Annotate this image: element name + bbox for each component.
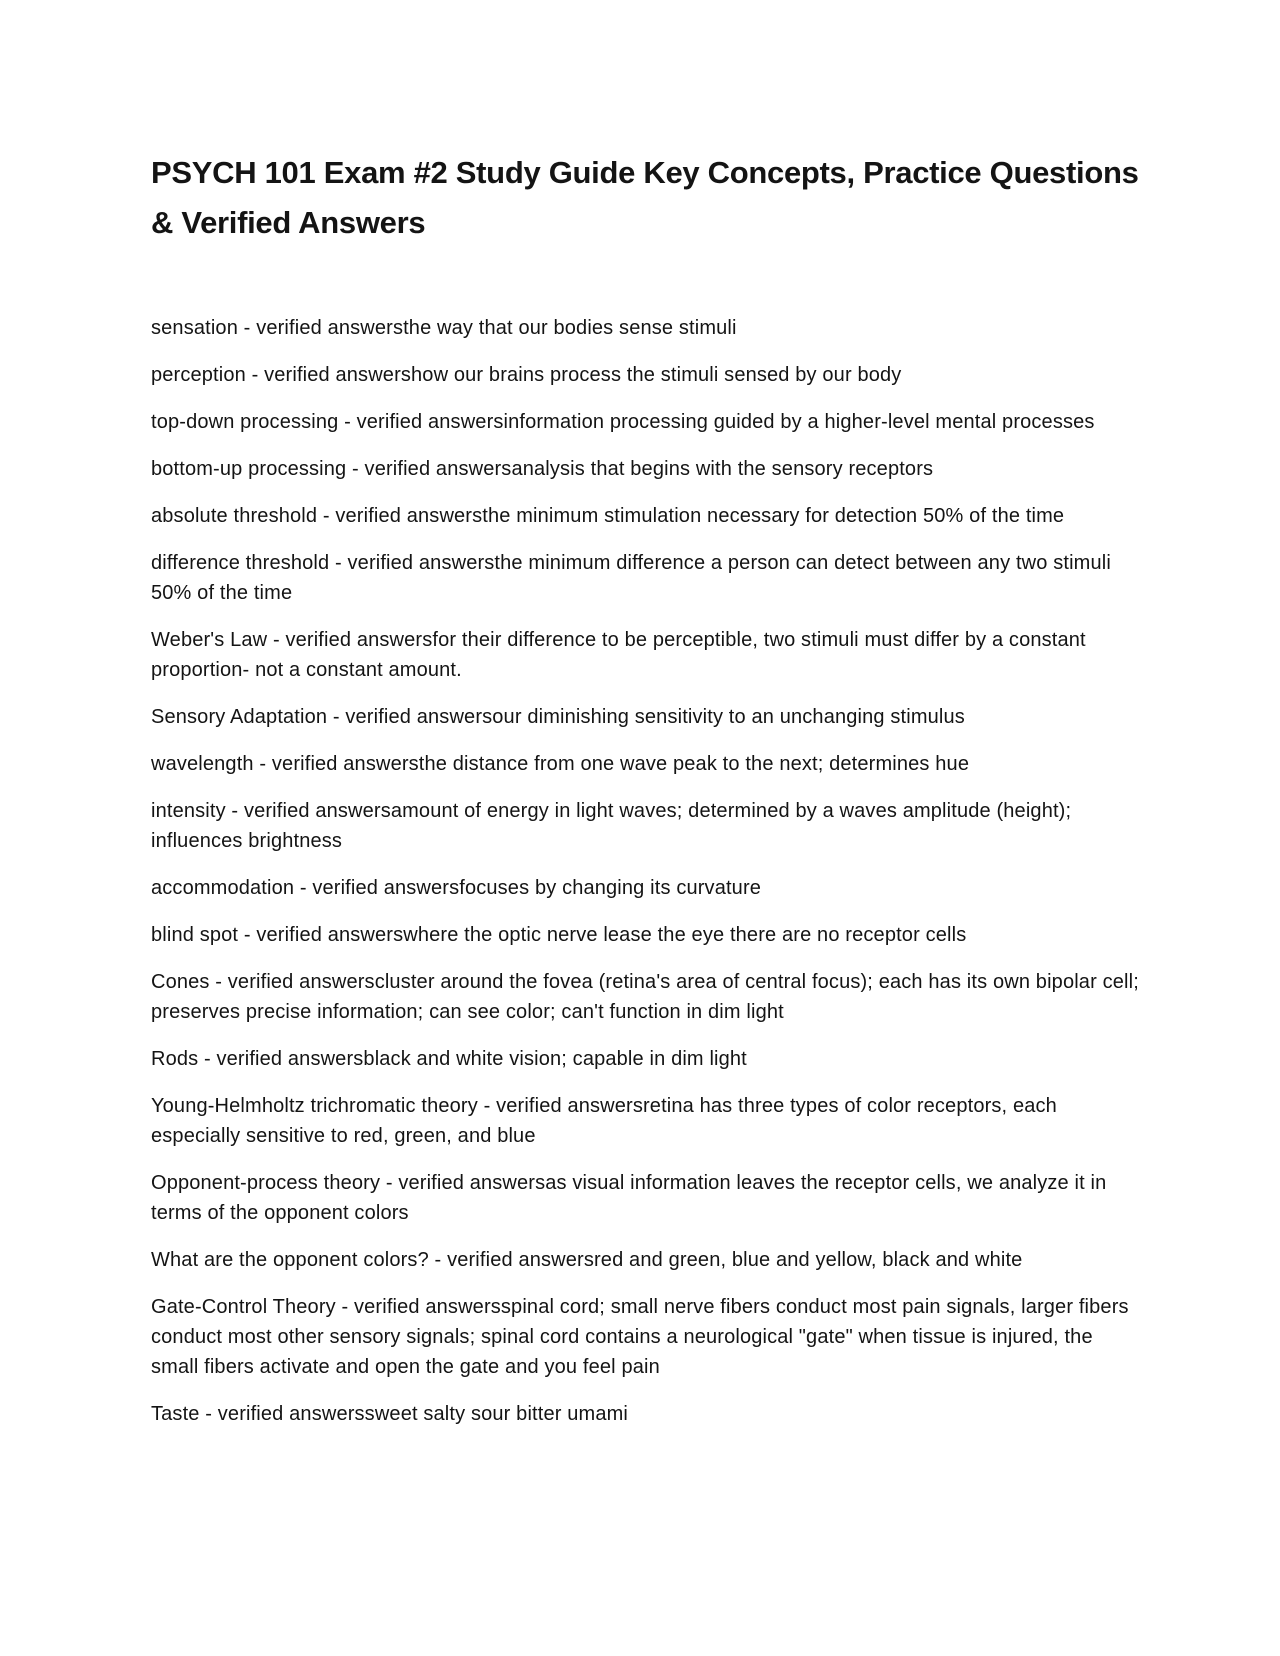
entry-perception: perception - verified answershow our brains process the stimuli sensed by our body: [151, 364, 902, 386]
entry-gate-control-theory: Gate-Control Theory - verified answersspinal cord; small nerve fibers conduct most pain signals, larger fibers conduct most other sensory signals; spinal cord contains a neurological "gate" when tissue is injured, the small fibers activate and open the gate and you feel pain: [151, 1296, 1129, 1378]
entry-opponent-process-theory: Opponent-process theory - verified answersas visual information leaves the receptor cells, we analyze it in terms of the opponent colors: [151, 1172, 1107, 1224]
entry-sensation: sensation - verified answersthe way that our bodies sense stimuli: [151, 317, 737, 339]
entry-rods: Rods - verified answersblack and white vision; capable in dim light: [151, 1048, 747, 1070]
document-title: PSYCH 101 Exam #2 Study Guide Key Concepts, Practice Questions & Verified Answers: [151, 155, 1139, 240]
entry-intensity: intensity - verified answersamount of energy in light waves; determined by a waves amplitude (height); influences brightness: [151, 800, 1072, 852]
entry-sensory-adaptation: Sensory Adaptation - verified answersour diminishing sensitivity to an unchanging stimulus: [151, 706, 965, 728]
entry-opponent-colors: What are the opponent colors? - verified answersred and green, blue and yellow, black and white: [151, 1249, 1023, 1271]
entry-absolute-threshold: absolute threshold - verified answersthe minimum stimulation necessary for detection 50% of the time: [151, 505, 1065, 527]
entry-top-down-processing: top-down processing - verified answersinformation processing guided by a higher-level mental processes: [151, 411, 1095, 433]
entry-difference-threshold: difference threshold - verified answersthe minimum difference a person can detect between any two stimuli 50% of the time: [151, 552, 1111, 604]
entry-list: [151, 313, 1141, 1429]
entry-young-helmholtz-theory: Young-Helmholtz trichromatic theory - verified answersretina has three types of color receptors, each especially sensitive to red, green, and blue: [151, 1095, 1057, 1147]
entry-accommodation: accommodation - verified answersfocuses by changing its curvature: [151, 877, 762, 899]
entry-webers-law: Weber's Law - verified answersfor their difference to be perceptible, two stimuli must differ by a constant proportion- not a constant amount.: [151, 629, 1086, 681]
entry-blind-spot: blind spot - verified answerswhere the optic nerve lease the eye there are no receptor cells: [151, 924, 967, 946]
entry-bottom-up-processing: bottom-up processing - verified answersanalysis that begins with the sensory receptors: [151, 458, 934, 480]
entry-taste: Taste - verified answerssweet salty sour bitter umami: [151, 1403, 629, 1425]
entry-wavelength: wavelength - verified answersthe distance from one wave peak to the next; determines hue: [151, 753, 970, 775]
entry-cones: Cones - verified answerscluster around the fovea (retina's area of central focus); each has its own bipolar cell; preserves precise information; can see color; can't function in dim light: [151, 971, 1139, 1023]
document-page: [151, 148, 1141, 1446]
